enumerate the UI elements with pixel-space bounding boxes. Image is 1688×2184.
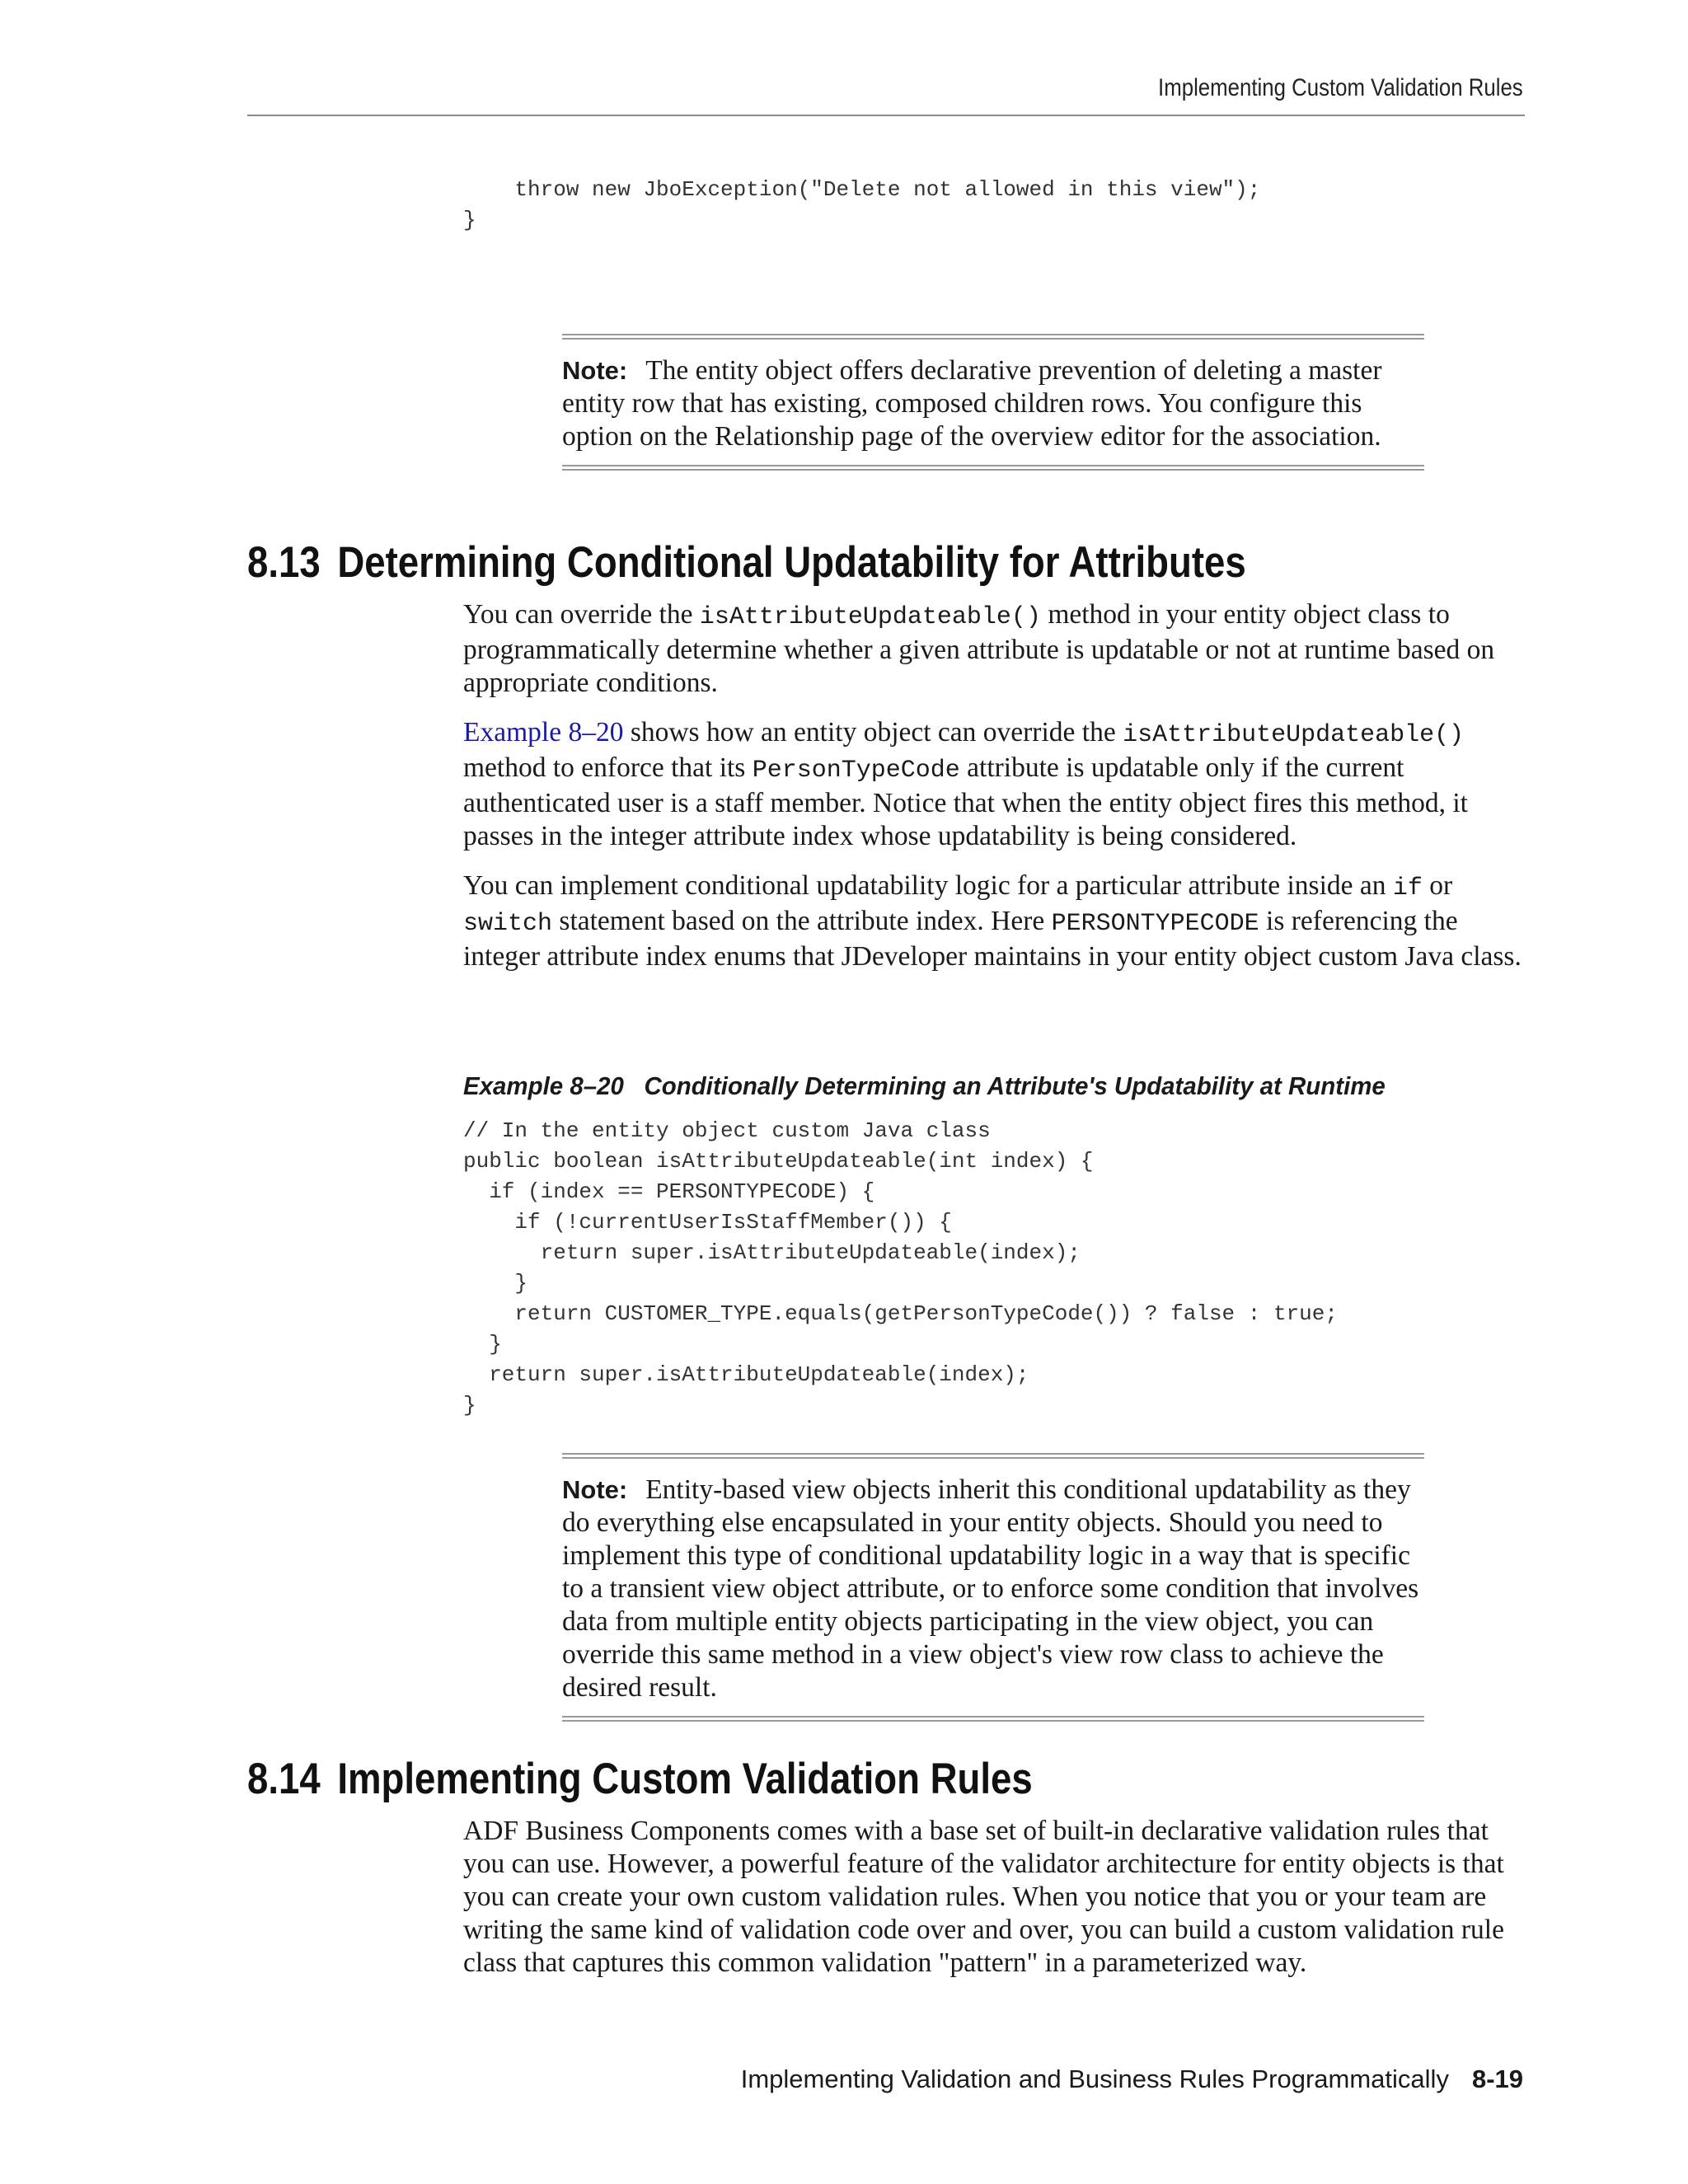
paragraph: ADF Business Components comes with a base set of built-in declarative validation rules that you can use. However, a powerful feature of the validator architecture for entity objects is that you can create your own custom validation rules. When you notice that you or your team are writing the same kind of validation code over and over, you can build a custom validation rule class that captures this common validation "pattern" in a parameterized way. bbox=[463, 1816, 1504, 1978]
code-line: return super.isAttributeUpdateable(index); bbox=[463, 1362, 1029, 1387]
example-code-block bbox=[463, 1116, 1338, 1421]
example-title: Conditionally Determining an Attribute's Updatability at Runtime bbox=[644, 1071, 1386, 1100]
note-top-rule bbox=[562, 1453, 1424, 1459]
code-line: if (index == PERSONTYPECODE) { bbox=[463, 1179, 875, 1204]
section-number: 8.14 bbox=[247, 1755, 321, 1803]
section-number: 8.13 bbox=[247, 538, 321, 587]
inline-code: isAttributeUpdateable() bbox=[1123, 721, 1465, 749]
page-footer bbox=[741, 2064, 1523, 2094]
code-line: } bbox=[463, 208, 476, 232]
example-caption bbox=[463, 1071, 1386, 1101]
code-line: throw new JboException("Delete not allowed in this view"); bbox=[463, 177, 1261, 202]
section-8-13-body bbox=[463, 598, 1535, 973]
note-bottom-rule bbox=[562, 465, 1424, 471]
example-link[interactable]: Example 8–20 bbox=[463, 717, 624, 748]
inline-code: if bbox=[1392, 874, 1423, 902]
section-title: Determining Conditional Updatability for Attributes bbox=[337, 538, 1246, 587]
section-title: Implementing Custom Validation Rules bbox=[337, 1755, 1033, 1803]
code-line: return CUSTOMER_TYPE.equals(getPersonTypeCode()) ? false : true; bbox=[463, 1301, 1338, 1326]
paragraph: You can implement conditional updatability logic for a particular attribute inside an if or switch statement based on the attribute index. Here PERSONTYPECODE is referencing the integer attribute index enums that JDeveloper maintains in your entity object custom Java class. bbox=[463, 870, 1522, 972]
inline-code: PERSONTYPECODE bbox=[1051, 910, 1259, 938]
section-heading-8-13 bbox=[247, 537, 1246, 588]
code-fragment-top bbox=[463, 175, 1260, 236]
footer-chapter-title: Implementing Validation and Business Rules Programmatically bbox=[740, 2064, 1449, 2093]
note-body bbox=[562, 354, 1424, 453]
code-line: if (!currentUserIsStaffMember()) { bbox=[463, 1210, 952, 1235]
note-box bbox=[562, 334, 1424, 471]
header-divider bbox=[247, 115, 1525, 116]
note-top-rule bbox=[562, 334, 1424, 340]
note-label: Note: bbox=[562, 1475, 628, 1504]
section-heading-8-14 bbox=[247, 1754, 1033, 1804]
inline-code: PersonTypeCode bbox=[752, 757, 960, 785]
note-label: Note: bbox=[562, 356, 628, 385]
inline-code: isAttributeUpdateable() bbox=[699, 603, 1041, 631]
code-line: // In the entity object custom Java class bbox=[463, 1118, 991, 1143]
note-body bbox=[562, 1474, 1424, 1704]
code-line: } bbox=[463, 1332, 502, 1357]
note-bottom-rule bbox=[562, 1716, 1424, 1722]
code-line: } bbox=[463, 1271, 528, 1296]
note-box bbox=[562, 1453, 1424, 1722]
paragraph: You can override the isAttributeUpdateable() method in your entity object class to programmatically determine whether a given attribute is updatable or not at runtime based on appropriate conditions. bbox=[463, 599, 1495, 698]
code-line: public boolean isAttributeUpdateable(int index) { bbox=[463, 1149, 1094, 1174]
example-label: Example 8–20 bbox=[463, 1071, 624, 1100]
paragraph: Example 8–20 shows how an entity object can override the isAttributeUpdateable() method to enforce that its PersonTypeCode attribute is updatable only if the current authenticated user is a staff member. Notice that when the entity object fires this method, it passes in the integer attribute index whose updatability is being considered. bbox=[463, 717, 1468, 851]
running-header: Implementing Custom Validation Rules bbox=[1158, 74, 1523, 101]
code-line: return super.isAttributeUpdateable(index); bbox=[463, 1240, 1081, 1265]
note-text: Entity-based view objects inherit this conditional updatability as they do everything else encapsulated in your entity objects. Should you need to implement this type of conditional updatability logic in a way that is specific to a transient view object attribute, or to enforce some condition that involves data from multiple entity objects participating in the view object, you can override this same method in a view object's view row class to achieve the desired result. bbox=[562, 1474, 1419, 1703]
code-line: } bbox=[463, 1393, 476, 1418]
note-text: The entity object offers declarative prevention of deleting a master entity row that has existing, composed children rows. You configure this option on the Relationship page of the overview editor for the association. bbox=[562, 355, 1382, 452]
inline-code: switch bbox=[463, 910, 553, 938]
section-8-14-body bbox=[463, 1815, 1535, 1980]
page-number: 8-19 bbox=[1471, 2064, 1523, 2093]
